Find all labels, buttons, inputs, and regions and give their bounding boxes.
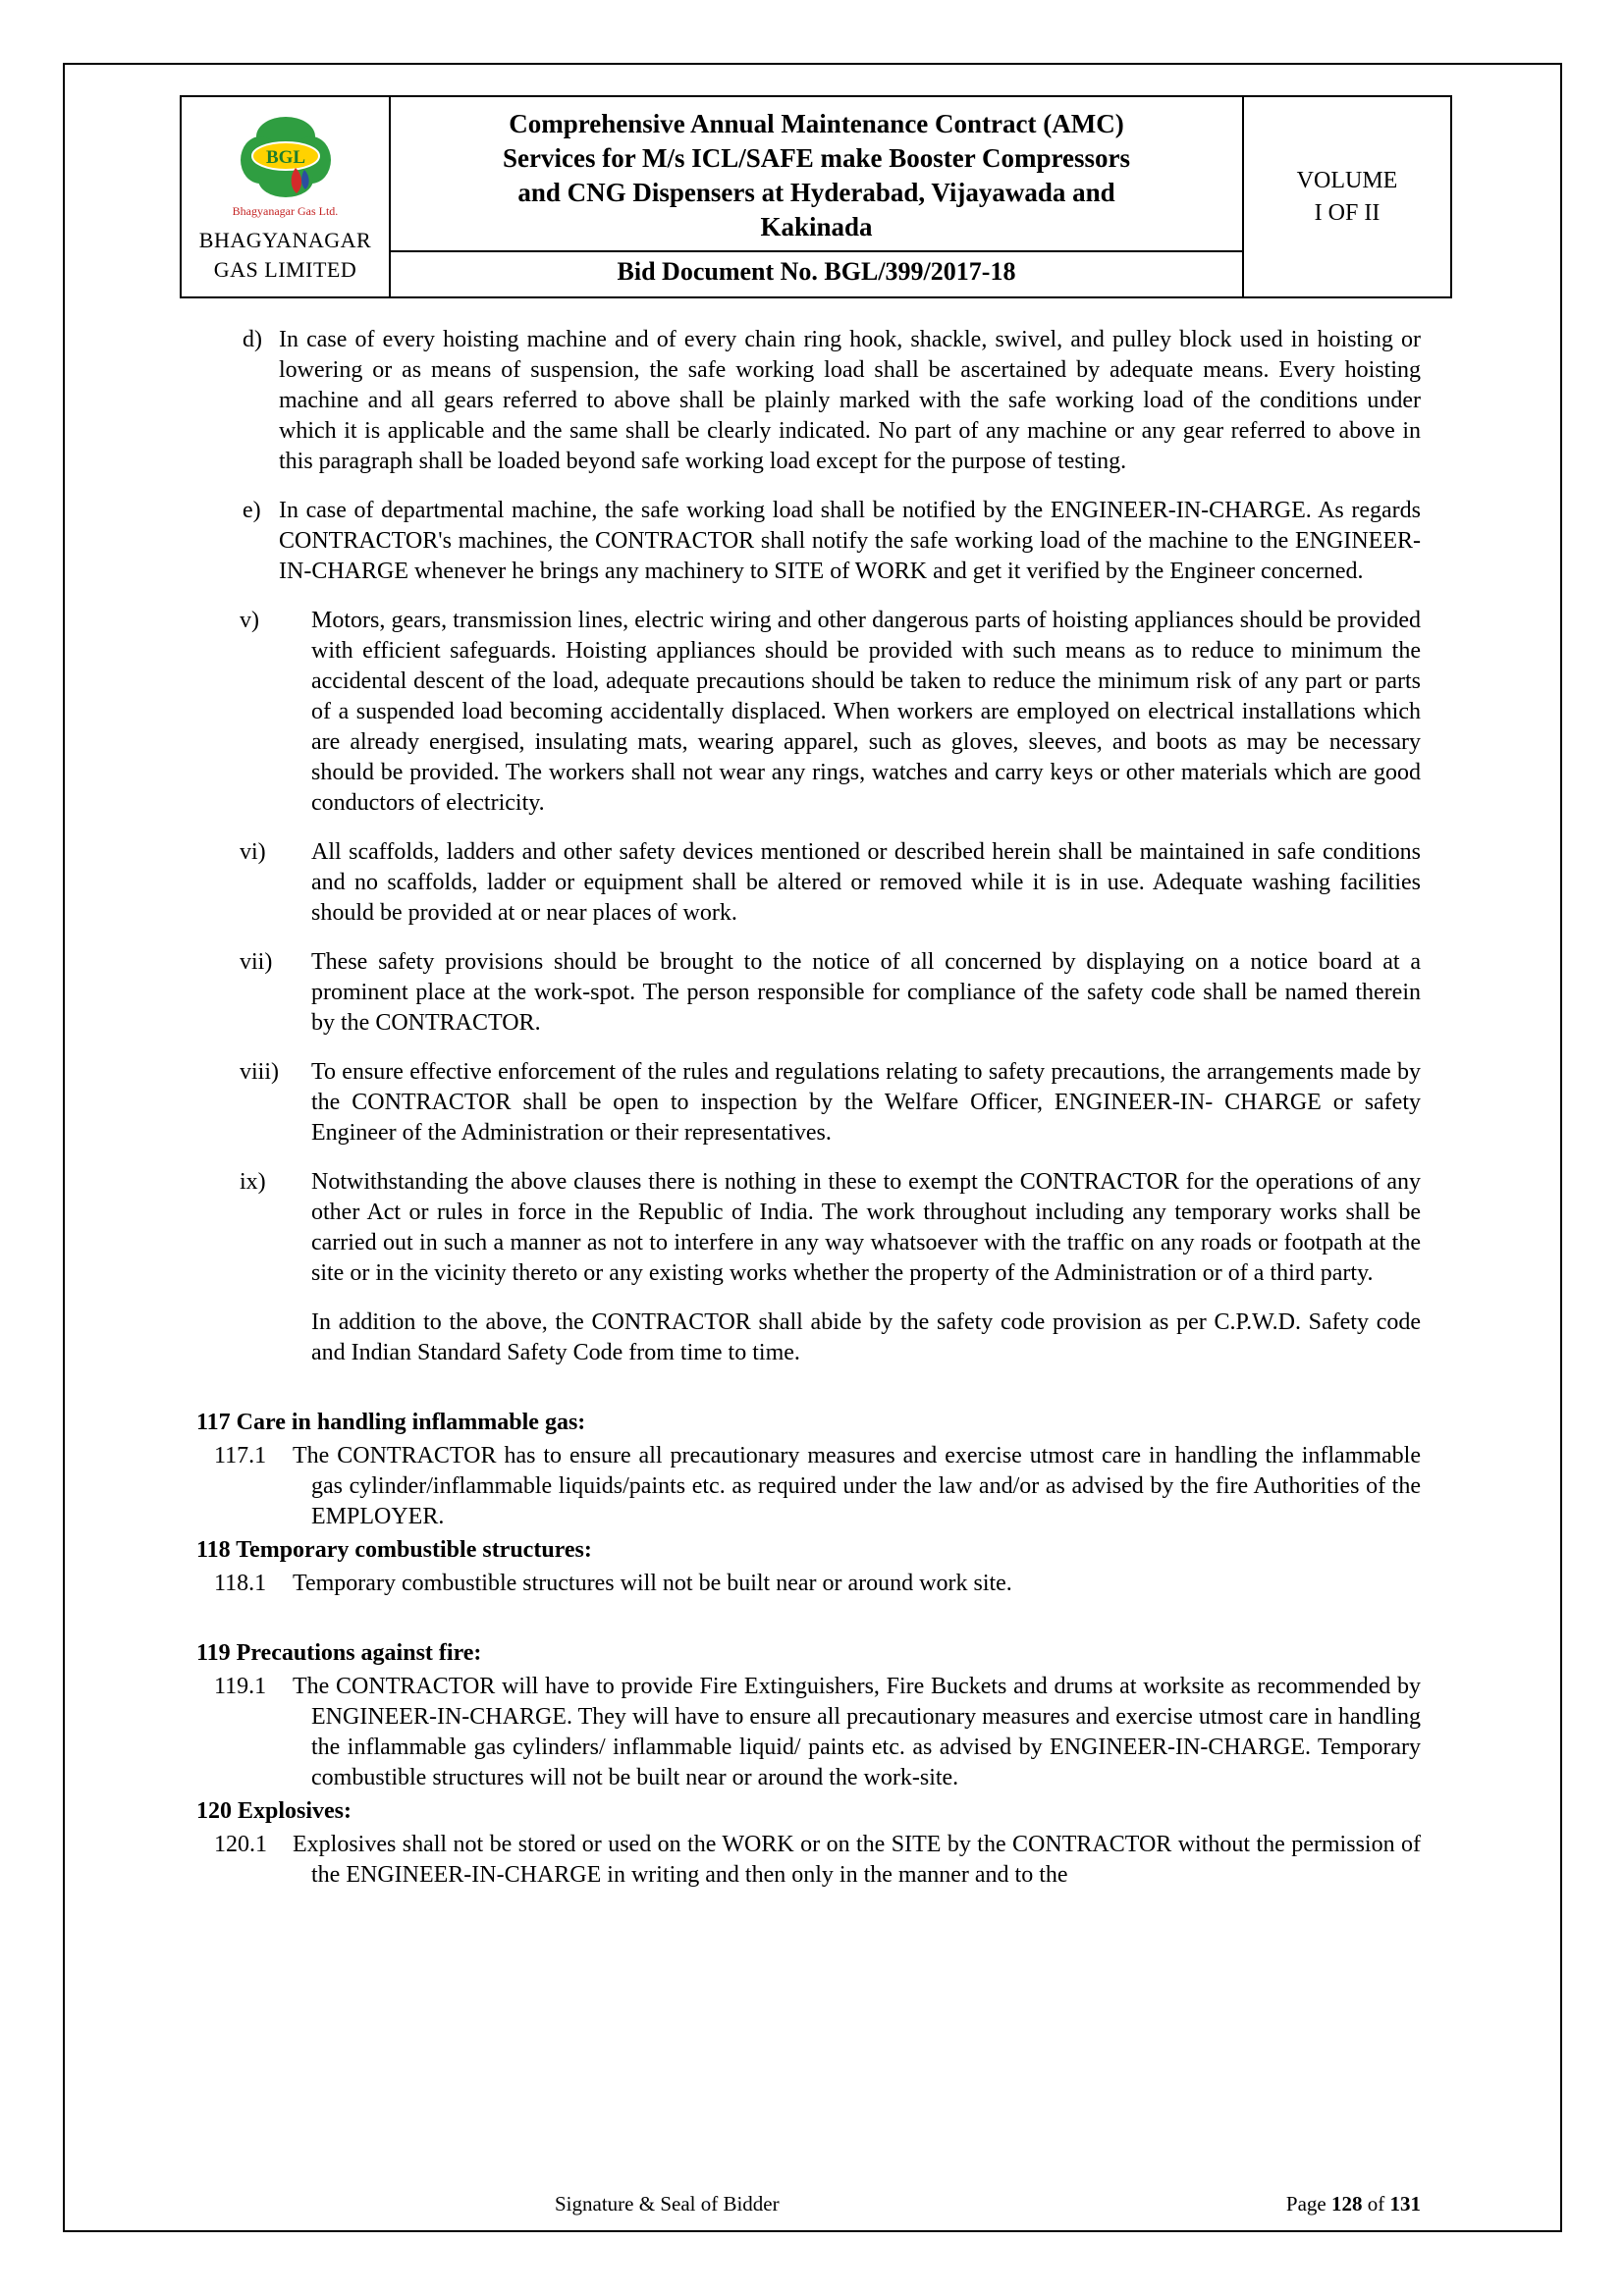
- clause-marker: viii): [240, 1059, 279, 1085]
- section-heading-119: 119 Precautions against fire:: [196, 1640, 482, 1666]
- clause-marker: vii): [240, 949, 273, 975]
- bgl-logo-icon: [235, 113, 337, 208]
- clause-marker: e): [243, 498, 261, 523]
- clause-item-vii: [196, 947, 1421, 1039]
- section-heading-118: 118 Temporary combustible structures:: [196, 1537, 592, 1563]
- document-body: [196, 325, 1421, 1894]
- clause-text: Motors, gears, transmission lines, electric wiring and other dangerous parts of hoisting appliances should be provided with efficient safeguards. Hoisting appliances should be provided with such means as to reduce to minimum the accidental descent of the load, adequate precautions should be taken to reduce the minimum risk of any part or parts of a suspended load becoming accidentally displaced. When workers are employed on electrical installations which are already energised, insulating mats, wearing apparel, such as gloves, sleeves, and boots as may be necessary should be provided. The workers shall not wear any rings, watches and carry keys or other materials which are good conductors of electricity.: [311, 608, 1421, 816]
- logo-text: BGL: [265, 146, 305, 168]
- sub-clause-119-1: [196, 1672, 1421, 1793]
- clause-marker: 120.1: [214, 1832, 267, 1857]
- volume-line2: I OF II: [1314, 199, 1380, 226]
- volume-line1: VOLUME: [1296, 167, 1398, 193]
- clause-marker: 118.1: [214, 1571, 267, 1596]
- bid-document-number: Bid Document No. BGL/399/2017-18: [390, 251, 1243, 297]
- clause-marker: d): [243, 327, 262, 352]
- clause-item-viii: [196, 1057, 1421, 1148]
- clause-marker: v): [240, 608, 259, 633]
- title-line: Services for M/s ICL/SAFE make Booster Compressors: [503, 143, 1130, 173]
- section-heading-117: 117 Care in handling inflammable gas:: [196, 1410, 586, 1435]
- clause-item-d: [196, 325, 1421, 477]
- clause-text: To ensure effective enforcement of the rules and regulations relating to safety precautions, the arrangements made by the CONTRACTOR shall be open to inspection by the Welfare Officer, ENGINEER-IN- CHARGE or safety Engineer of the Administration or their representatives.: [311, 1059, 1421, 1146]
- page-current: 128: [1331, 2192, 1363, 2216]
- clause-marker: 117.1: [214, 1443, 267, 1468]
- sub-clause-120-1: [196, 1830, 1421, 1891]
- clause-item-vi: [196, 837, 1421, 929]
- sub-clause-118-1: [196, 1569, 1421, 1599]
- clause-marker: 119.1: [214, 1674, 267, 1699]
- company-name-line2: GAS LIMITED: [213, 256, 357, 282]
- section-heading-120: 120 Explosives:: [196, 1798, 352, 1824]
- clause-text: Notwithstanding the above clauses there is nothing in these to exempt the CONTRACTOR for the operations of any other Act or rules in force in the Republic of India. The work throughout including any temporary works shall be carried out in such a manner as not to interfere in any way whatsoever with the traffic on any roads or footpath at the site or in the vicinity thereto or any existing works whether the property of the Administration or of a third party.: [311, 1169, 1421, 1286]
- clause-text: Temporary combustible structures will not be built near or around work site.: [293, 1571, 1012, 1596]
- company-name-line1: BHAGYANAGAR: [198, 227, 372, 252]
- sub-clause-117-1: [196, 1441, 1421, 1532]
- page-number: [1286, 2192, 1421, 2216]
- paragraph: In addition to the above, the CONTRACTOR shall abide by the safety code provision as per C.P.W.D. Safety code and Indian Standard Safety Code from time to time.: [311, 1309, 1421, 1365]
- header-table: [180, 95, 1452, 298]
- signature-line: Signature & Seal of Bidder: [555, 2192, 780, 2216]
- title-line: and CNG Dispensers at Hyderabad, Vijayawada and: [517, 178, 1115, 207]
- clause-item-v: [196, 606, 1421, 819]
- volume-cell: [1243, 96, 1451, 297]
- clause-item-ix: [196, 1167, 1421, 1289]
- page-total: 131: [1389, 2192, 1421, 2216]
- clause-text: In case of every hoisting machine and of every chain ring hook, shackle, swivel, and pulley block used in hoisting or lowering or as means of suspension, the safe working load shall be ascertained by adequate means. Every hoisting machine and all gears referred to above shall be plainly marked with the safe working load of the conditions under which it is applicable and the same shall be clearly indicated. No part of any machine or any gear referred to above in this paragraph shall be loaded beyond safe working load except for the purpose of testing.: [279, 327, 1421, 474]
- logo-subtext: Bhagyanagar Gas Ltd.: [232, 203, 339, 218]
- clause-text: In case of departmental machine, the safe working load shall be notified by the ENGINEER-IN-CHARGE. As regards CONTRACTOR's machines, the CONTRACTOR shall notify the safe working load of the machine to the ENGINEER-IN-CHARGE whenever he brings any machinery to SITE of WORK and get it verified by the Engineer concerned.: [279, 498, 1421, 584]
- clause-marker: ix): [240, 1169, 266, 1195]
- clause-marker: vi): [240, 839, 266, 865]
- clause-text: These safety provisions should be brought to the notice of all concerned by displaying on a notice board at a prominent place at the work-spot. The person responsible for compliance of the safety code shall be named therein by the CONTRACTOR.: [311, 949, 1421, 1036]
- clause-text: The CONTRACTOR will have to provide Fire Extinguishers, Fire Buckets and drums at worksite as recommended by ENGINEER-IN-CHARGE. They will have to ensure all precautionary measures and exercise utmost care in handling the inflammable gas cylinders/ inflammable liquid/ paints etc. as advised by ENGINEER-IN-CHARGE. Temporary combustible structures will not be built near or around the work-site.: [293, 1674, 1421, 1790]
- clause-item-e: [196, 496, 1421, 587]
- page-word: Page: [1285, 2192, 1326, 2216]
- page-footer: [196, 2192, 1421, 2221]
- document-title: [390, 96, 1243, 251]
- clause-text: Explosives shall not be stored or used on the WORK or on the SITE by the CONTRACTOR without the permission of the ENGINEER-IN-CHARGE in writing and then only in the manner and to the: [293, 1832, 1421, 1888]
- clause-text: All scaffolds, ladders and other safety devices mentioned or described herein shall be maintained in safe conditions and no scaffolds, ladder or equipment shall be altered or removed while it is in use. Adequate washing facilities should be provided at or near places of work.: [311, 839, 1421, 926]
- header-logo-cell: [181, 96, 390, 297]
- title-line: Comprehensive Annual Maintenance Contract (AMC): [509, 109, 1124, 138]
- title-line: Kakinada: [760, 212, 873, 241]
- of-word: of: [1367, 2192, 1385, 2216]
- clause-text: The CONTRACTOR has to ensure all precautionary measures and exercise utmost care in handling the inflammable gas cylinder/inflammable liquids/paints etc. as required under the law and/or as advised by the fire Authorities of the EMPLOYER.: [293, 1443, 1421, 1529]
